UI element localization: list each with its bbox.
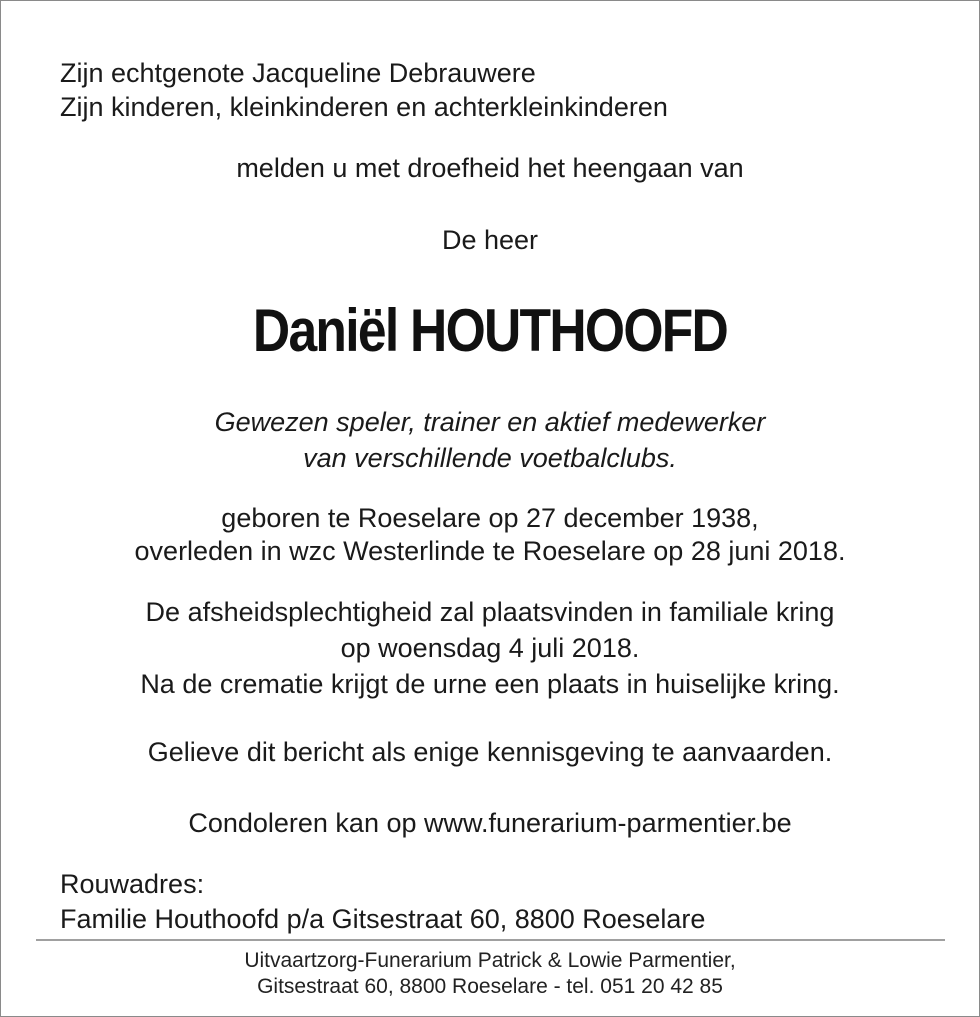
deceased-name: Daniël HOUTHOOFD — [252, 297, 728, 364]
tribute-line-1: Gewezen speler, trainer en aktief medewerker — [214, 407, 766, 437]
family-children: Zijn kinderen, kleinkinderen en achterkleinkinderen — [60, 92, 668, 122]
death-info: overleden in wzc Westerlinde te Roeselare op 28 juni 2018. — [134, 536, 846, 566]
salutation: De heer — [441, 225, 539, 255]
notice-text: Gelieve dit bericht als enige kennisgeving te aanvaarden. — [147, 737, 833, 767]
funeral-home-name: Uitvaartzorg-Funerarium Patrick & Lowie Parmentier, — [244, 949, 736, 972]
tribute-line-2: van verschillende voetbalclubs. — [303, 443, 677, 473]
family-spouse: Zijn echtgenote Jacqueline Debrauwere — [60, 58, 536, 88]
ceremony-line-2: op woensdag 4 juli 2018. — [340, 633, 640, 663]
announcement-text: melden u met droefheid het heengaan van — [236, 153, 744, 183]
ceremony-line-1: De afsheidsplechtigheid zal plaatsvinden in familiale kring — [145, 597, 835, 627]
footer-divider — [36, 939, 945, 941]
funeral-home-address: Gitsestraat 60, 8800 Roeselare - tel. 051 20 42 85 — [257, 975, 723, 998]
address-label: Rouwadres: — [60, 869, 205, 899]
address-value: Familie Houthoofd p/a Gitsestraat 60, 8800 Roeselare — [60, 904, 706, 934]
condolence-text: Condoleren kan op www.funerarium-parmentier.be — [188, 808, 792, 838]
birth-info: geboren te Roeselare op 27 december 1938, — [221, 503, 759, 533]
ceremony-line-3: Na de crematie krijgt de urne een plaats in huiselijke kring. — [140, 669, 840, 699]
